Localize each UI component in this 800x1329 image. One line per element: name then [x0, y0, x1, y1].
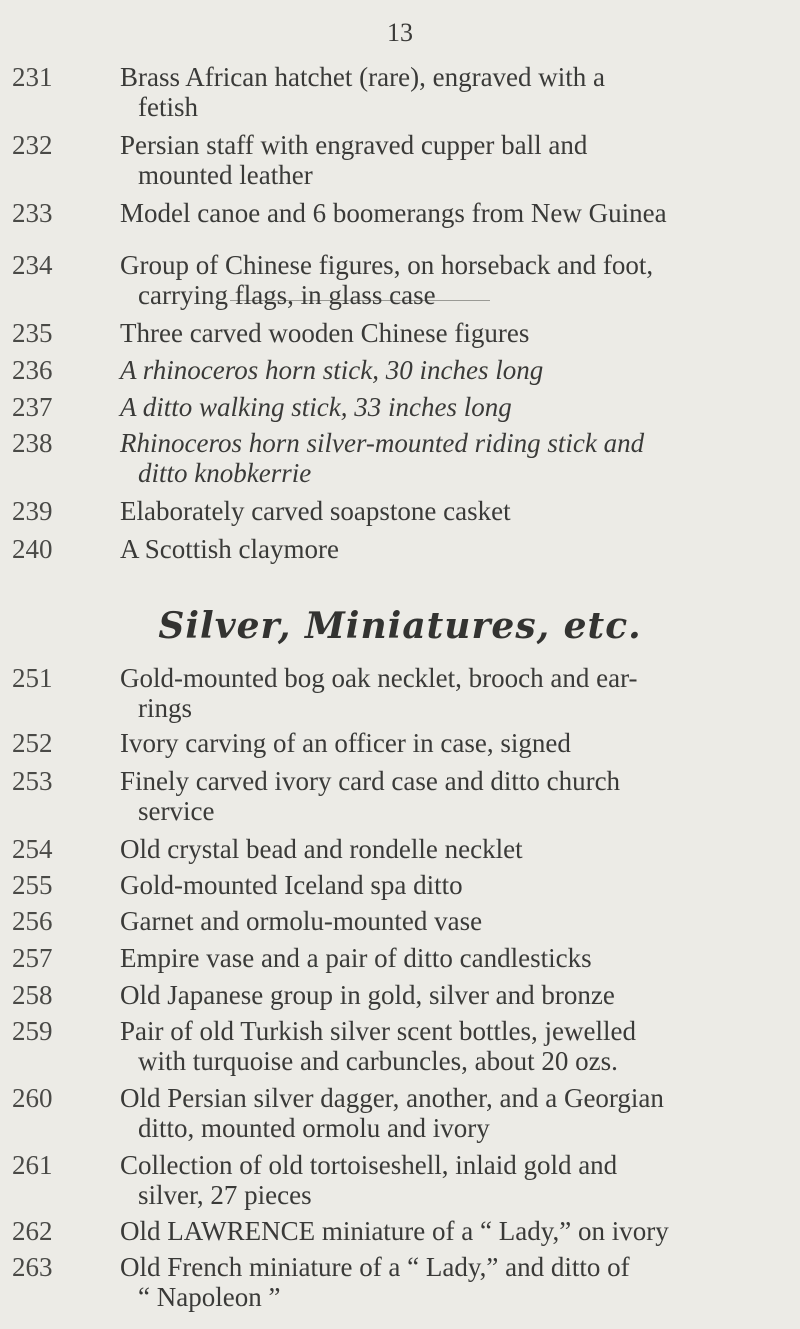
lot-description-line: Pair of old Turkish silver scent bottles, jewelled: [120, 1016, 636, 1046]
lot-description-line: Garnet and ormolu-mounted vase: [120, 906, 483, 936]
lot-number: 236: [12, 355, 53, 385]
lot-description-line: Old LAWRENCE miniature of a “ Lady,” on ivory: [120, 1216, 669, 1246]
lot-number: 261: [12, 1150, 53, 1180]
lot-description-continuation: fetish: [138, 92, 198, 122]
page-number: 13: [387, 18, 413, 47]
lot-description-line: Old Persian silver dagger, another, and a Georgian: [120, 1083, 664, 1113]
lot-description: [120, 198, 785, 228]
lot-number: 257: [12, 943, 53, 973]
lot-description-line: Collection of old tortoiseshell, inlaid gold and: [120, 1150, 618, 1180]
lot-description: [120, 392, 785, 422]
lot-description-continuation: “ Napoleon ”: [138, 1282, 281, 1312]
lot-description: [120, 1150, 785, 1210]
lot-description: [120, 318, 785, 348]
lot-description: [120, 428, 785, 488]
lot-description-continuation: ditto, mounted ormolu and ivory: [138, 1113, 490, 1143]
lot-number: 262: [12, 1216, 53, 1246]
lot-description-line: Old Japanese group in gold, silver and bronze: [120, 980, 615, 1010]
lot-number: 256: [12, 906, 53, 936]
lot-number: 239: [12, 496, 53, 526]
lot-number: 232: [12, 130, 53, 160]
lot-description-line: Empire vase and a pair of ditto candlesticks: [120, 943, 592, 973]
lot-description: [120, 496, 785, 526]
lot-description-line: Persian staff with engraved cupper ball and: [120, 130, 588, 160]
lot-number: 235: [12, 318, 53, 348]
lot-number: 237: [12, 392, 53, 422]
lot-number: 234: [12, 250, 53, 280]
lot-number: 263: [12, 1252, 53, 1282]
lot-description: [120, 870, 785, 900]
lot-number: 260: [12, 1083, 53, 1113]
lot-description-line: A rhinoceros horn stick, 30 inches long: [120, 355, 544, 385]
lot-number: 251: [12, 663, 53, 693]
lot-description-line: Group of Chinese figures, on horseback and foot,: [120, 250, 654, 280]
lot-number: 231: [12, 62, 53, 92]
lot-description-line: Gold-mounted Iceland spa ditto: [120, 870, 463, 900]
lot-description: [120, 766, 785, 826]
lot-description: [120, 355, 785, 385]
lot-description-line: A ditto walking stick, 33 inches long: [120, 392, 512, 422]
lot-description: [120, 1216, 785, 1246]
lot-description: [120, 1083, 785, 1143]
lot-number: 240: [12, 534, 53, 564]
lot-number: 252: [12, 728, 53, 758]
lot-description-line: Model canoe and 6 boomerangs from New Guinea: [120, 198, 667, 228]
lot-description-continuation: ditto knobkerrie: [138, 458, 312, 488]
lot-description: [120, 906, 785, 936]
lot-description-line: A Scottish claymore: [120, 534, 339, 564]
lot-description: [120, 62, 785, 122]
lot-description: [120, 250, 785, 310]
lot-description: [120, 1016, 785, 1076]
lot-description: [120, 834, 785, 864]
lot-number: 253: [12, 766, 53, 796]
lot-description-line: Elaborately carved soapstone casket: [120, 496, 511, 526]
lot-description-line: Brass African hatchet (rare), engraved with a: [120, 62, 606, 92]
lot-description: [120, 1252, 785, 1312]
lot-description: [120, 130, 785, 190]
lot-description-line: Rhinoceros horn silver-mounted riding stick and: [120, 428, 645, 458]
lot-number: 258: [12, 980, 53, 1010]
lot-description-line: Gold-mounted bog oak necklet, brooch and ear-: [120, 663, 638, 693]
lot-description-continuation: mounted leather: [138, 160, 313, 190]
lot-description: [120, 534, 785, 564]
lot-description-line: Finely carved ivory card case and ditto church: [120, 766, 621, 796]
lot-number: 238: [12, 428, 53, 458]
lot-description-line: Old French miniature of a “ Lady,” and ditto of: [120, 1252, 630, 1282]
lot-description: [120, 980, 785, 1010]
lot-description-continuation: carrying flags, in glass case: [138, 280, 436, 310]
lot-description-line: Ivory carving of an officer in case, signed: [120, 728, 571, 758]
lot-number: 254: [12, 834, 53, 864]
lot-number: 259: [12, 1016, 53, 1046]
lot-description-continuation: rings: [138, 693, 192, 723]
section-heading: Silver, Miniatures, etc.: [158, 605, 642, 647]
lot-description-continuation: silver, 27 pieces: [138, 1180, 312, 1210]
lot-description-continuation: service: [138, 796, 215, 826]
lot-description-line: Three carved wooden Chinese figures: [120, 318, 530, 348]
lot-number: 255: [12, 870, 53, 900]
lot-description: [120, 728, 785, 758]
lot-description-continuation: with turquoise and carbuncles, about 20 ozs.: [138, 1046, 618, 1076]
lot-description: [120, 663, 785, 723]
lot-description: [120, 943, 785, 973]
lot-number: 233: [12, 198, 53, 228]
lot-description-line: Old crystal bead and rondelle necklet: [120, 834, 523, 864]
